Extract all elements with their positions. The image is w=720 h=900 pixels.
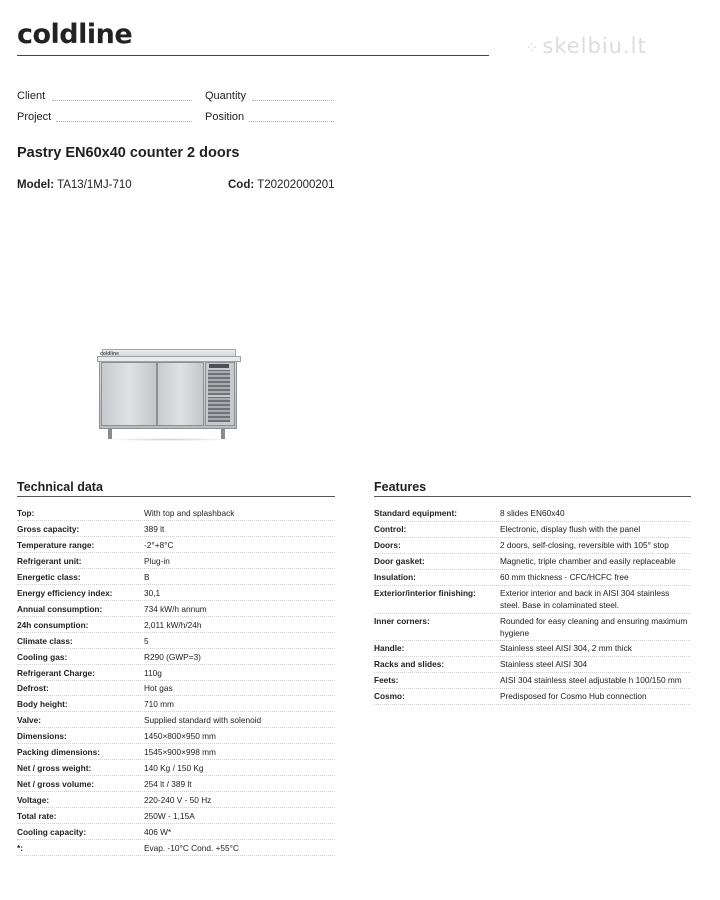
row-label: Temperature range: [17, 540, 95, 550]
table-row [17, 763, 335, 773]
row-label: Climate class: [17, 636, 73, 646]
row-value: B [144, 572, 150, 582]
row-label: Insulation: [374, 572, 416, 582]
code-label: Cod: [228, 179, 255, 191]
row-label: Energetic class: [17, 572, 81, 582]
door-right [157, 362, 204, 426]
floor-shadow [102, 438, 236, 441]
row-label: Top: [17, 508, 35, 518]
row-value: 389 lt [144, 524, 165, 534]
row-separator [17, 711, 335, 712]
row-value: 2,011 kW/h/24h [144, 620, 202, 630]
quantity-field[interactable] [252, 100, 334, 101]
row-separator [374, 569, 691, 570]
row-value: 60 mm thickness - CFC/HCFC free [500, 572, 629, 582]
table-row [17, 652, 335, 662]
row-separator [17, 584, 335, 585]
row-separator [374, 521, 691, 522]
row-value: 110g [144, 668, 162, 678]
vent-grille-icon [208, 397, 230, 422]
features-divider [374, 496, 691, 497]
table-row [17, 604, 335, 614]
row-label: Annual consumption: [17, 604, 103, 614]
row-value: Evap. -10°C Cond. +55°C [144, 843, 239, 853]
row-label: *: [17, 843, 23, 853]
row-separator [17, 648, 335, 649]
row-value: 710 mm [144, 699, 174, 709]
code-info [228, 178, 335, 192]
row-separator [17, 520, 335, 521]
row-value: AISI 304 stainless steel adjustable h 100/150 mm [500, 675, 682, 685]
watermark-text: skelbiu.lt [542, 34, 647, 58]
row-label: Cooling gas: [17, 652, 68, 662]
table-row [17, 747, 335, 757]
row-separator [17, 791, 335, 792]
row-value: hygiene [500, 628, 530, 638]
row-separator [17, 775, 335, 776]
table-row [17, 540, 335, 550]
position-field[interactable] [249, 121, 334, 122]
row-value: With top and splashback [144, 508, 235, 518]
row-value: Stainless steel AISI 304 [500, 659, 588, 669]
table-row [17, 811, 335, 821]
vent-grille-icon [208, 370, 230, 395]
table-row [17, 620, 335, 630]
table-row [17, 779, 335, 789]
row-value: Rounded for easy cleaning and ensuring maximum [500, 616, 688, 626]
row-label: Doors: [374, 540, 401, 550]
header-divider [17, 55, 489, 56]
row-label: Feets: [374, 675, 399, 685]
row-separator [17, 743, 335, 744]
row-separator [17, 568, 335, 569]
row-value: 1450×800×950 mm [144, 731, 216, 741]
table-row [17, 556, 335, 566]
table-row [17, 795, 335, 805]
row-value: Predisposed for Cosmo Hub connection [500, 691, 647, 701]
row-label: Energy efficiency index: [17, 588, 113, 598]
row-value: Plug-in [144, 556, 170, 566]
project-field[interactable] [56, 121, 192, 122]
row-value: Magnetic, triple chamber and easily replaceable [500, 556, 676, 566]
row-separator [17, 839, 335, 840]
row-label: Inner corners: [374, 616, 430, 626]
table-row [17, 508, 335, 518]
row-value: 734 kW/h annum [144, 604, 207, 614]
row-separator [374, 585, 691, 586]
door-left [101, 362, 157, 426]
table-row [17, 715, 335, 725]
row-separator [17, 600, 335, 601]
row-separator [374, 704, 691, 705]
row-label: 24h consumption: [17, 620, 89, 630]
table-row [17, 731, 335, 741]
row-separator [17, 759, 335, 760]
technical-data-title: Technical data [17, 480, 103, 494]
row-value: 406 W* [144, 827, 172, 837]
row-value: Electronic, display flush with the panel [500, 524, 641, 534]
row-value: 30,1 [144, 588, 161, 598]
row-value: 2 doors, self-closing, reversible with 105° stop [500, 540, 669, 550]
row-label: Voltage: [17, 795, 50, 805]
row-value: steel. Base in colaminated steel. [500, 600, 619, 610]
row-label: Packing dimensions: [17, 747, 100, 757]
table-row [17, 668, 335, 678]
row-label: Exterior/interior finishing: [374, 588, 476, 598]
row-value: 250W - 1,15A [144, 811, 195, 821]
row-label: Handle: [374, 643, 405, 653]
row-label: Net / gross volume: [17, 779, 94, 789]
row-label: Net / gross weight: [17, 763, 92, 773]
row-label: Defrost: [17, 683, 49, 693]
product-title: Pastry EN60x40 counter 2 doors [17, 145, 240, 161]
features-title: Features [374, 480, 427, 494]
row-value: R290 (GWP=3) [144, 652, 201, 662]
row-label: Cosmo: [374, 691, 405, 701]
row-separator [374, 640, 691, 641]
table-row [17, 699, 335, 709]
model-label: Model: [17, 179, 55, 191]
row-value: 5 [144, 636, 149, 646]
control-panel [205, 362, 235, 426]
client-field[interactable] [52, 100, 192, 101]
row-separator [374, 537, 691, 538]
row-label: Dimensions: [17, 731, 67, 741]
row-separator [17, 536, 335, 537]
row-value: Exterior interior and back in AISI 304 stainless [500, 588, 670, 598]
row-separator [17, 632, 335, 633]
row-label: Standard equipment: [374, 508, 457, 518]
product-image [96, 346, 242, 442]
row-label: Body height: [17, 699, 68, 709]
row-separator [17, 727, 335, 728]
row-separator [17, 855, 335, 856]
watermark-dots-icon: ⁘ [525, 38, 539, 57]
model-value: TA13/1MJ-710 [57, 179, 132, 191]
row-label: Gross capacity: [17, 524, 80, 534]
row-value: 220-240 V - 50 Hz [144, 795, 212, 805]
row-value: 1545×900×998 mm [144, 747, 216, 757]
row-separator [17, 552, 335, 553]
display-icon [209, 364, 229, 368]
watermark [525, 33, 647, 61]
row-value: Hot gas [144, 683, 173, 693]
row-value: Supplied standard with solenoid [144, 715, 262, 725]
table-row [17, 588, 335, 598]
row-label: Racks and slides: [374, 659, 445, 669]
table-row [17, 524, 335, 534]
model-info [17, 178, 132, 192]
row-separator [374, 613, 691, 614]
client-label: Client [17, 90, 46, 102]
row-label: Door gasket: [374, 556, 425, 566]
row-value: 254 lt / 389 lt [144, 779, 192, 789]
row-separator [17, 823, 335, 824]
row-value: -2°+8°C [144, 540, 174, 550]
project-label: Project [17, 111, 52, 123]
row-value: 8 slides EN60x40 [500, 508, 565, 518]
brand-logo: coldline [17, 19, 133, 50]
row-separator [374, 553, 691, 554]
row-label: Cooling capacity: [17, 827, 87, 837]
table-row [17, 572, 335, 582]
row-separator [17, 695, 335, 696]
technical-data-divider [17, 496, 335, 497]
row-separator [17, 680, 335, 681]
row-label: Refrigerant Charge: [17, 668, 95, 678]
row-separator [17, 807, 335, 808]
row-value: 140 Kg / 150 Kg [144, 763, 204, 773]
row-separator [374, 672, 691, 673]
table-row [17, 843, 335, 853]
row-label: Total rate: [17, 811, 57, 821]
table-row [17, 827, 335, 837]
row-value: Stainless steel AISI 304, 2 mm thick [500, 643, 632, 653]
row-label: Control: [374, 524, 407, 534]
row-separator [374, 688, 691, 689]
cabinet-brand: coldline [100, 351, 119, 357]
row-separator [374, 656, 691, 657]
code-value: T20202000201 [257, 179, 335, 191]
row-separator [17, 616, 335, 617]
row-separator [17, 664, 335, 665]
table-row [17, 636, 335, 646]
table-row [17, 683, 335, 693]
row-label: Refrigerant unit: [17, 556, 82, 566]
row-label: Valve: [17, 715, 41, 725]
position-label: Position [205, 111, 245, 123]
quantity-label: Quantity [205, 90, 246, 102]
